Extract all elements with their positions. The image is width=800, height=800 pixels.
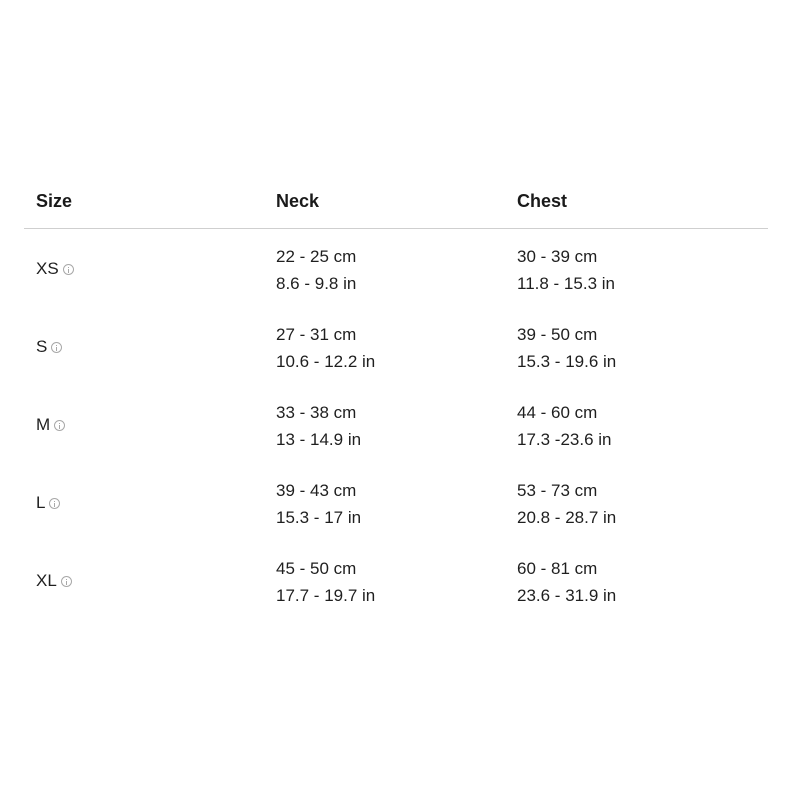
size-chart-panel [0, 158, 800, 642]
size-label: S [36, 337, 48, 356]
chest-in: 20.8 - 28.7 in [517, 508, 617, 527]
neck-cm: 39 - 43 cm [276, 481, 357, 500]
chest-cm: 60 - 81 cm [517, 559, 598, 578]
neck-cm: 45 - 50 cm [276, 559, 357, 578]
size-chart-table [24, 158, 768, 619]
neck-in: 17.7 - 19.7 in [276, 586, 376, 605]
header-size: Size [36, 191, 73, 211]
table-row [24, 385, 768, 463]
chest-in: 23.6 - 31.9 in [517, 586, 617, 605]
header-chest: Chest [517, 191, 568, 211]
neck-cm: 22 - 25 cm [276, 247, 357, 266]
chest-cm: 44 - 60 cm [517, 403, 598, 422]
table-row [24, 463, 768, 541]
neck-in: 15.3 - 17 in [276, 508, 362, 527]
info-icon[interactable] [49, 498, 60, 509]
info-icon[interactable] [54, 420, 65, 431]
neck-cell [276, 399, 361, 453]
table-row [24, 229, 768, 307]
chest-cell [517, 555, 616, 609]
size-label: XS [36, 259, 59, 278]
neck-cell [276, 555, 375, 609]
chest-cell [517, 399, 612, 453]
size-label: M [36, 415, 51, 434]
chest-cell [517, 477, 616, 531]
size-cell [36, 493, 60, 513]
info-icon[interactable] [63, 264, 74, 275]
header-neck: Neck [276, 191, 320, 211]
chest-cell [517, 243, 615, 297]
size-label: L [36, 493, 46, 512]
chest-cell [517, 321, 616, 375]
info-icon[interactable] [61, 576, 72, 587]
size-cell [36, 415, 65, 435]
size-cell [36, 259, 74, 279]
chest-cm: 39 - 50 cm [517, 325, 598, 344]
neck-cell [276, 477, 361, 531]
neck-in: 13 - 14.9 in [276, 430, 362, 449]
chest-in: 15.3 - 19.6 in [517, 352, 617, 371]
table-body [24, 229, 768, 619]
neck-cell [276, 243, 356, 297]
info-icon[interactable] [51, 342, 62, 353]
size-cell [36, 337, 62, 357]
neck-in: 10.6 - 12.2 in [276, 352, 376, 371]
neck-cell [276, 321, 375, 375]
table-header-row [24, 158, 768, 229]
chest-in: 17.3 -23.6 in [517, 430, 612, 449]
neck-cm: 33 - 38 cm [276, 403, 357, 422]
chest-in: 11.8 - 15.3 in [517, 274, 615, 293]
neck-cm: 27 - 31 cm [276, 325, 357, 344]
size-label: XL [36, 571, 57, 590]
size-cell [36, 571, 72, 591]
neck-in: 8.6 - 9.8 in [276, 274, 357, 293]
chest-cm: 30 - 39 cm [517, 247, 598, 266]
chest-cm: 53 - 73 cm [517, 481, 598, 500]
table-row [24, 541, 768, 619]
table-row [24, 307, 768, 385]
